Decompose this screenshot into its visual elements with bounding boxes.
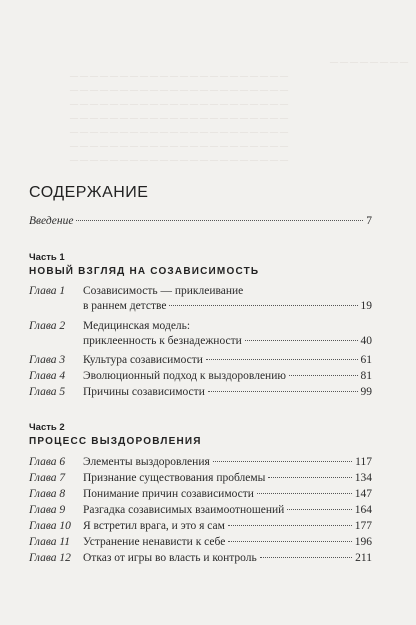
chapter-title: Признание существования проблемы — [83, 472, 266, 484]
chapter-title: Элементы выздоровления — [83, 456, 210, 468]
toc-entry-chapter-10[interactable] — [29, 519, 372, 534]
chapter-label: Глава 2 — [29, 320, 66, 332]
chapter-label: Глава 12 — [29, 552, 71, 564]
page-number: 81 — [360, 370, 372, 382]
chapter-label: Глава 7 — [29, 472, 66, 484]
toc-entry-chapter-11[interactable] — [29, 535, 372, 550]
page-number: 117 — [355, 456, 372, 468]
page-number: 211 — [355, 552, 372, 564]
dot-leader — [206, 358, 358, 360]
page-number: 7 — [366, 215, 372, 227]
chapter-title: Отказ от игры во власть и контроль — [83, 552, 257, 564]
chapter-label: Глава 1 — [29, 285, 66, 297]
toc-entry-chapter-4[interactable] — [29, 369, 372, 384]
page-number: 19 — [360, 300, 372, 312]
chapter-title-line-1: Медицинская модель: — [83, 320, 191, 332]
dot-leader — [228, 540, 351, 542]
page-number: 40 — [360, 335, 372, 347]
chapter-label: Глава 8 — [29, 488, 66, 500]
toc-entry-intro[interactable] — [29, 214, 372, 229]
dot-leader — [228, 524, 352, 526]
part-1-title: НОВЫЙ ВЗГЛЯД НА СОЗАВИСИМОСТЬ — [29, 266, 260, 277]
page-number: 99 — [360, 386, 372, 398]
chapter-title: Причины созависимости — [83, 386, 205, 398]
toc-entry-chapter-9[interactable] — [29, 503, 372, 518]
chapter-title-line-1: Созависимость — приклеивание — [83, 285, 244, 297]
chapter-title-line-2: приклеенность к безнадежности — [83, 335, 242, 347]
toc-entry-chapter-3[interactable] — [29, 353, 372, 368]
part-2-title: ПРОЦЕСС ВЫЗДОРОВЛЕНИЯ — [29, 436, 202, 447]
chapter-title: Культура созависимости — [83, 354, 203, 366]
page-number: 134 — [354, 472, 372, 484]
toc-entry-chapter-1[interactable] — [29, 284, 372, 314]
chapter-title: Понимание причин созависимости — [83, 488, 254, 500]
dot-leader — [76, 219, 363, 221]
chapter-label: Глава 3 — [29, 354, 66, 366]
toc-entry-chapter-12[interactable] — [29, 551, 372, 566]
chapter-title: Устранение ненависти к себе — [83, 536, 226, 548]
chapter-label: Глава 4 — [29, 370, 66, 382]
book-page: — — — — — — — — — — — — — — — — — — — — — — — — — — — — — — — — — — — — — — — — — — — — — — — — — — — — — — — — — — — — — — — — — — — — — — — — — — — — — — — — — — — — — — — — — — — — — — — — — — — — — — — — — — — — — — — — — — — — — — — — — — — — — — — — — — — — — — — — — — — — — — — — — — — — — — — — — — — — — — — — — — СОДЕРЖАНИЕ Введение 7 Часть 1 НОВЫЙ ВЗГЛЯД НА СОЗАВИСИМОСТЬ Глава 1 Созависимость — приклеивание в раннем детстве 19 Глава 2 Медицинская модель: приклеенность к безнадежности 40 Глава 3 Культура созависимости 61 Глава 4 Эволюционный подход к выздоровлению 81 Глава 5 Причины созависимости 99 Часть 2 ПРОЦЕСС ВЫЗДОРОВЛЕНИЯ Глава 6 Элементы выздоровления 117 Глава 7 Признание существования проблемы 134 Глава 8 Понимание причин созависимости 147 Глава 9 Разгадка созависимых взаимоотношений 164 Глава 10 Я встретил врага, и это я сам 177 Глава 11 Устранение ненависти к себе 196 Глава 12 Отказ от игры во власть и контроль 211 — [29, 57, 408, 564]
intro-label: Введение — [29, 215, 74, 227]
dot-leader — [169, 304, 357, 306]
chapter-title: Эволюционный подход к выздоровлению — [83, 370, 286, 382]
page-number: 147 — [354, 488, 372, 500]
dot-leader — [289, 374, 358, 376]
page-number: 196 — [354, 536, 372, 548]
part-2-label: Часть 2 — [29, 422, 65, 433]
chapter-title: Я встретил врага, и это я сам — [83, 520, 225, 532]
part-1-label: Часть 1 — [29, 252, 65, 263]
dot-leader — [260, 556, 352, 558]
toc-entry-chapter-7[interactable] — [29, 471, 372, 486]
dot-leader — [268, 476, 351, 478]
dot-leader — [257, 492, 352, 494]
dot-leader — [208, 390, 358, 392]
page-number: 177 — [354, 520, 372, 532]
toc-entry-chapter-6[interactable] — [29, 455, 372, 470]
page-number: 61 — [360, 354, 372, 366]
toc-entry-chapter-2[interactable] — [29, 319, 372, 349]
toc-entry-chapter-5[interactable] — [29, 385, 372, 400]
chapter-label: Глава 11 — [29, 536, 71, 548]
dot-leader — [213, 460, 352, 462]
chapter-title: Разгадка созависимых взаимоотношений — [83, 504, 285, 516]
toc-heading: СОДЕРЖАНИЕ — [29, 184, 149, 201]
toc-entry-chapter-8[interactable] — [29, 487, 372, 502]
chapter-label: Глава 5 — [29, 386, 66, 398]
chapter-label: Глава 6 — [29, 456, 66, 468]
page-number: 164 — [354, 504, 372, 516]
chapter-label: Глава 10 — [29, 520, 71, 532]
dot-leader — [287, 508, 351, 510]
chapter-title-line-2: в раннем детстве — [83, 300, 167, 312]
dot-leader — [245, 339, 358, 341]
chapter-label: Глава 9 — [29, 504, 66, 516]
